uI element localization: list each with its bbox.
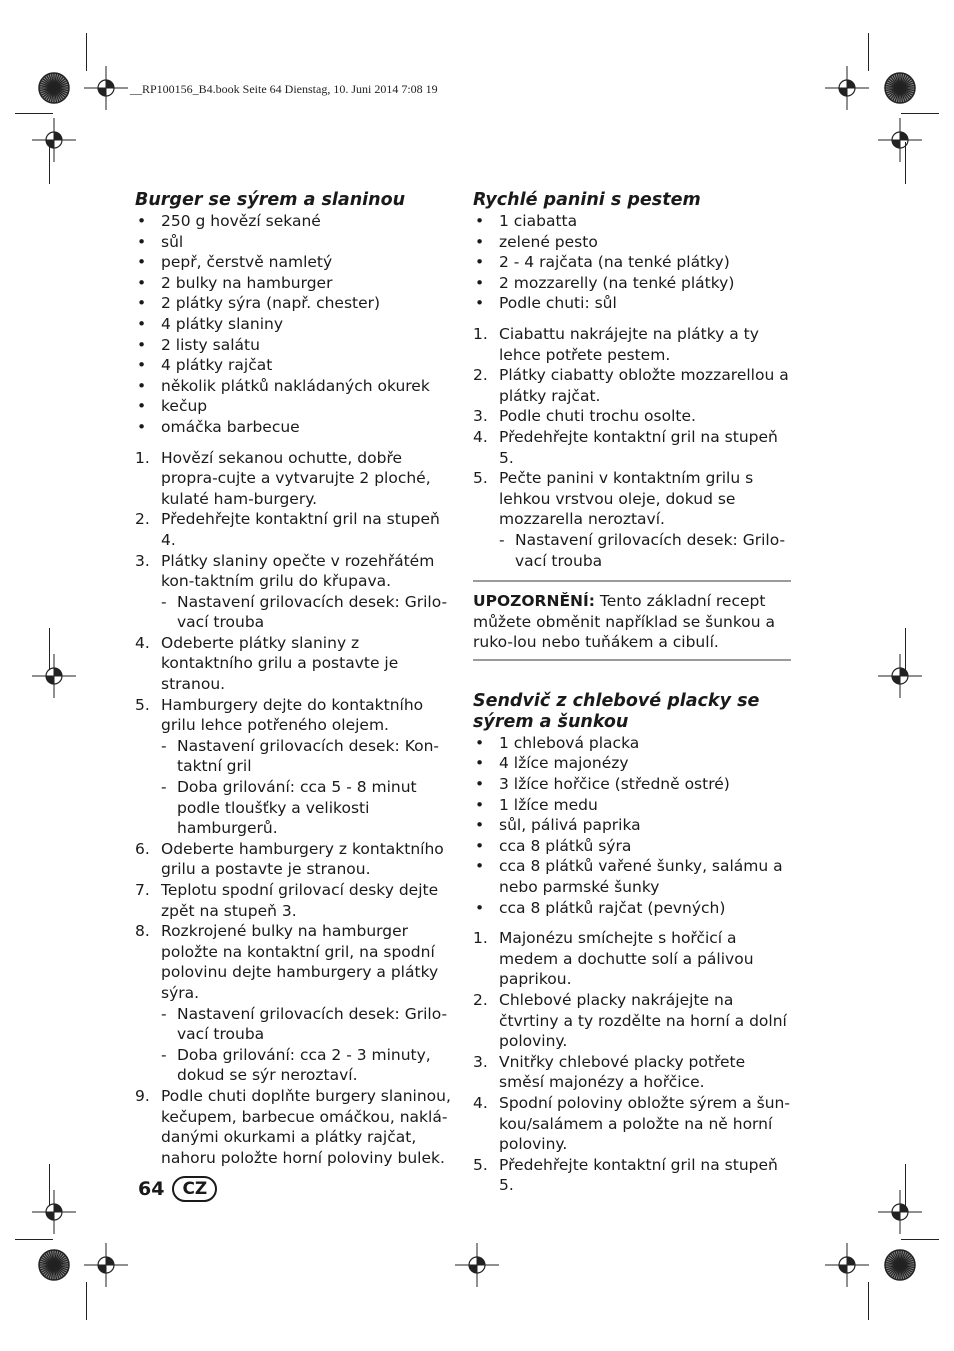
sub-list [161,592,453,633]
sub-item: - Nastavení grilovacích desek: Grilo-vací trouba [161,1004,453,1045]
crosshair-icon [32,118,76,162]
step-number: 9. [135,1086,150,1105]
crosshair-icon [32,654,76,698]
step-number: 7. [135,881,150,899]
crop-mark [49,142,50,184]
step-text: Předehřejte kontaktní gril na stupeň 5. [499,1155,778,1195]
step-number: 4. [473,1093,488,1112]
step-number: 5. [473,469,488,488]
step-item [473,1052,791,1093]
step-number: 5. [473,1155,488,1174]
sub-item: - Doba grilování: cca 5 - 8 minut podle tloušťky a velikosti hamburgerů. [161,777,453,839]
step-item [135,695,453,839]
step-number: 1. [473,929,488,948]
step-item [473,365,791,406]
step-text: Rozkrojené bulky na hamburger položte na kontaktní gril, na spodní polovinu dejte hamburgery a plátky sýra. [161,922,439,1002]
ingredient-list [473,733,791,918]
step-number: 3. [473,407,488,426]
step-item [135,839,453,880]
step-number: 2. [473,366,488,385]
sub-list [161,1004,453,1086]
step-text: Hovězí sekanou ochutte, dobře propra-cujte a vytvarujte 2 ploché, kulaté ham-burgery. [161,448,431,508]
left-column [135,190,453,1168]
step-item [473,990,791,1052]
page-footer [138,1176,217,1202]
ingredient-item: • cca 8 plátků vařené šunky, salámu a nebo parmské šunky [473,856,791,897]
step-list [473,928,791,1196]
crosshair-icon [825,1243,869,1287]
step-item [135,448,453,510]
ingredient-item: • 2 plátky sýra (např. chester) [135,293,453,314]
step-item [135,1086,453,1168]
crosshair-icon [878,1190,922,1234]
right-column [473,190,791,1196]
crop-mark [49,628,50,670]
step-text: Pečte panini v kontaktním grilu s lehkou vrstvou oleje, dokud se mozzarella neroztaví. [499,469,754,529]
print-header: __RP100156_B4.book Seite 64 Dienstag, 10. Juni 2014 7:08 19 [130,82,438,96]
step-item [473,928,791,990]
note-text: Tento základní recept můžete obměnit například se šunkou a ruko-lou nebo tuňákem a cibulí. [473,592,776,652]
crop-mark [49,1164,50,1206]
ingredient-item: • 1 lžíce medu [473,795,791,816]
ingredient-item: • kečup [135,396,453,417]
ingredient-item: • 1 chlebová placka [473,733,791,754]
crop-mark [15,113,53,114]
ingredient-item: • Podle chuti: sůl [473,293,791,314]
ingredient-item: • cca 8 plátků rajčat (pevných) [473,898,791,919]
note-box [473,580,791,661]
step-item [135,633,453,695]
crop-mark [86,33,87,71]
step-text: Odeberte hamburgery z kontaktního grilu a postavte je stranou. [161,839,444,879]
step-number: 8. [135,922,150,941]
step-number: 3. [135,551,150,570]
step-list [135,448,453,1169]
registration-target-icon [884,1249,916,1281]
registration-target-icon [884,72,916,104]
ingredient-item: • 3 lžíce hořčice (středně ostré) [473,774,791,795]
ingredient-item: • 2 bulky na hamburger [135,273,453,294]
ingredient-item: • 1 ciabatta [473,211,791,232]
language-badge: CZ [172,1176,217,1202]
step-text: Plátky slaniny opečte v rozehřátém kon-taktním grilu do křupava. [161,551,435,591]
ingredient-item: • 4 plátky rajčat [135,355,453,376]
crosshair-icon [32,1190,76,1234]
step-number: 1. [135,448,150,467]
step-list [473,324,791,571]
crop-mark [868,33,869,71]
registration-target-icon [38,72,70,104]
sub-item: - Nastavení grilovacích desek: Grilo-vací trouba [161,592,453,633]
recipe-title: Rychlé panini s pestem [473,190,701,210]
step-text: Podle chuti doplňte burgery slaninou, kečupem, barbecue omáčkou, naklá-danými okurkami a plátky rajčat, nahoru položte horní poloviny bulek. [161,1086,451,1167]
sub-list [499,530,791,571]
step-item [473,468,791,571]
note-label: UPOZORNĚNÍ: [473,592,595,611]
recipe-title: Sendvič z chlebové placky se sýrem a šunkou [473,690,760,732]
step-text: Odeberte plátky slaniny z kontaktního grilu a postavte je stranou. [161,633,399,694]
step-number: 1. [473,324,488,343]
step-text: Plátky ciabatty obložte mozzarellou a plátky rajčat. [499,366,789,405]
sub-list [161,736,453,839]
step-text: Podle chuti trochu osolte. [499,407,696,426]
step-text: Teplotu spodní grilovací desky dejte zpět na stupeň 3. [161,881,439,920]
crosshair-icon [878,654,922,698]
ingredient-item: • několik plátků nakládaných okurek [135,376,453,397]
sub-item: - Nastavení grilovacích desek: Kon-taktní gril [161,736,453,777]
ingredient-item: • 2 - 4 rajčata (na tenké plátky) [473,252,791,273]
step-number: 4. [135,633,150,652]
ingredient-list [135,211,453,438]
crosshair-icon [84,66,128,110]
ingredient-item: • 4 plátky slaniny [135,314,453,335]
step-item [135,880,453,921]
crop-mark [905,1164,906,1206]
step-text: Předehřejte kontaktní gril na stupeň 4. [161,510,440,549]
step-text: Majonézu smíchejte s hořčicí a medem a dochutte solí a pálivou paprikou. [499,929,754,989]
ingredient-item: • sůl, pálivá paprika [473,815,791,836]
step-item [473,406,791,427]
ingredient-item: • 2 listy salátu [135,335,453,356]
crop-mark [905,628,906,670]
crosshair-icon [84,1243,128,1287]
ingredient-list [473,211,791,314]
ingredient-item: • 2 mozzarelly (na tenké plátky) [473,273,791,294]
step-text: Předehřejte kontaktní gril na stupeň 5. [499,427,778,467]
step-number: 3. [473,1052,488,1071]
ingredient-item: • 4 lžíce majonézy [473,753,791,774]
step-item [473,324,791,365]
step-item [473,1093,791,1155]
crop-mark [901,1239,939,1240]
crop-mark [868,1282,869,1320]
step-text: Hamburgery dejte do kontaktního grilu lehce potřeného olejem. [161,695,424,735]
step-number: 4. [473,427,488,446]
step-item [473,427,791,468]
ingredient-item: • cca 8 plátků sýra [473,836,791,857]
recipe-title: Burger se sýrem a slaninou [135,190,406,210]
crosshair-icon [455,1243,499,1287]
crosshair-icon [825,66,869,110]
step-number: 2. [135,510,150,529]
step-text: Chlebové placky nakrájejte na čtvrtiny a ty rozdělte na horní a dolní poloviny. [499,991,787,1051]
step-text: Ciabattu nakrájejte na plátky a ty lehce potřete pestem. [499,324,759,364]
step-text: Spodní poloviny obložte sýrem a šun-kou/salámem a položte na ně horní poloviny. [499,1093,790,1154]
crop-mark [905,142,906,184]
step-item [135,509,453,550]
step-text: Vnitřky chlebové placky potřete směsí majonézy a hořčice. [499,1052,746,1092]
ingredient-item: • omáčka barbecue [135,417,453,438]
sub-item: - Nastavení grilovacích desek: Grilo-vací trouba [499,530,791,571]
crop-mark [15,1239,53,1240]
ingredient-item: • sůl [135,232,453,253]
ingredient-item: • zelené pesto [473,232,791,253]
crop-mark [901,113,939,114]
ingredient-item: • pepř, čerstvě namletý [135,252,453,273]
crop-mark [86,1282,87,1320]
crosshair-icon [878,118,922,162]
page-number: 64 [138,1178,165,1200]
registration-target-icon [38,1249,70,1281]
step-item [473,1155,791,1196]
sub-item: - Doba grilování: cca 2 - 3 minuty, dokud se sýr neroztaví. [161,1045,453,1086]
step-item [135,921,453,1086]
step-number: 6. [135,839,150,858]
ingredient-item: • 250 g hovězí sekané [135,211,453,232]
step-number: 5. [135,695,150,714]
step-number: 2. [473,991,488,1009]
step-item [135,551,453,633]
